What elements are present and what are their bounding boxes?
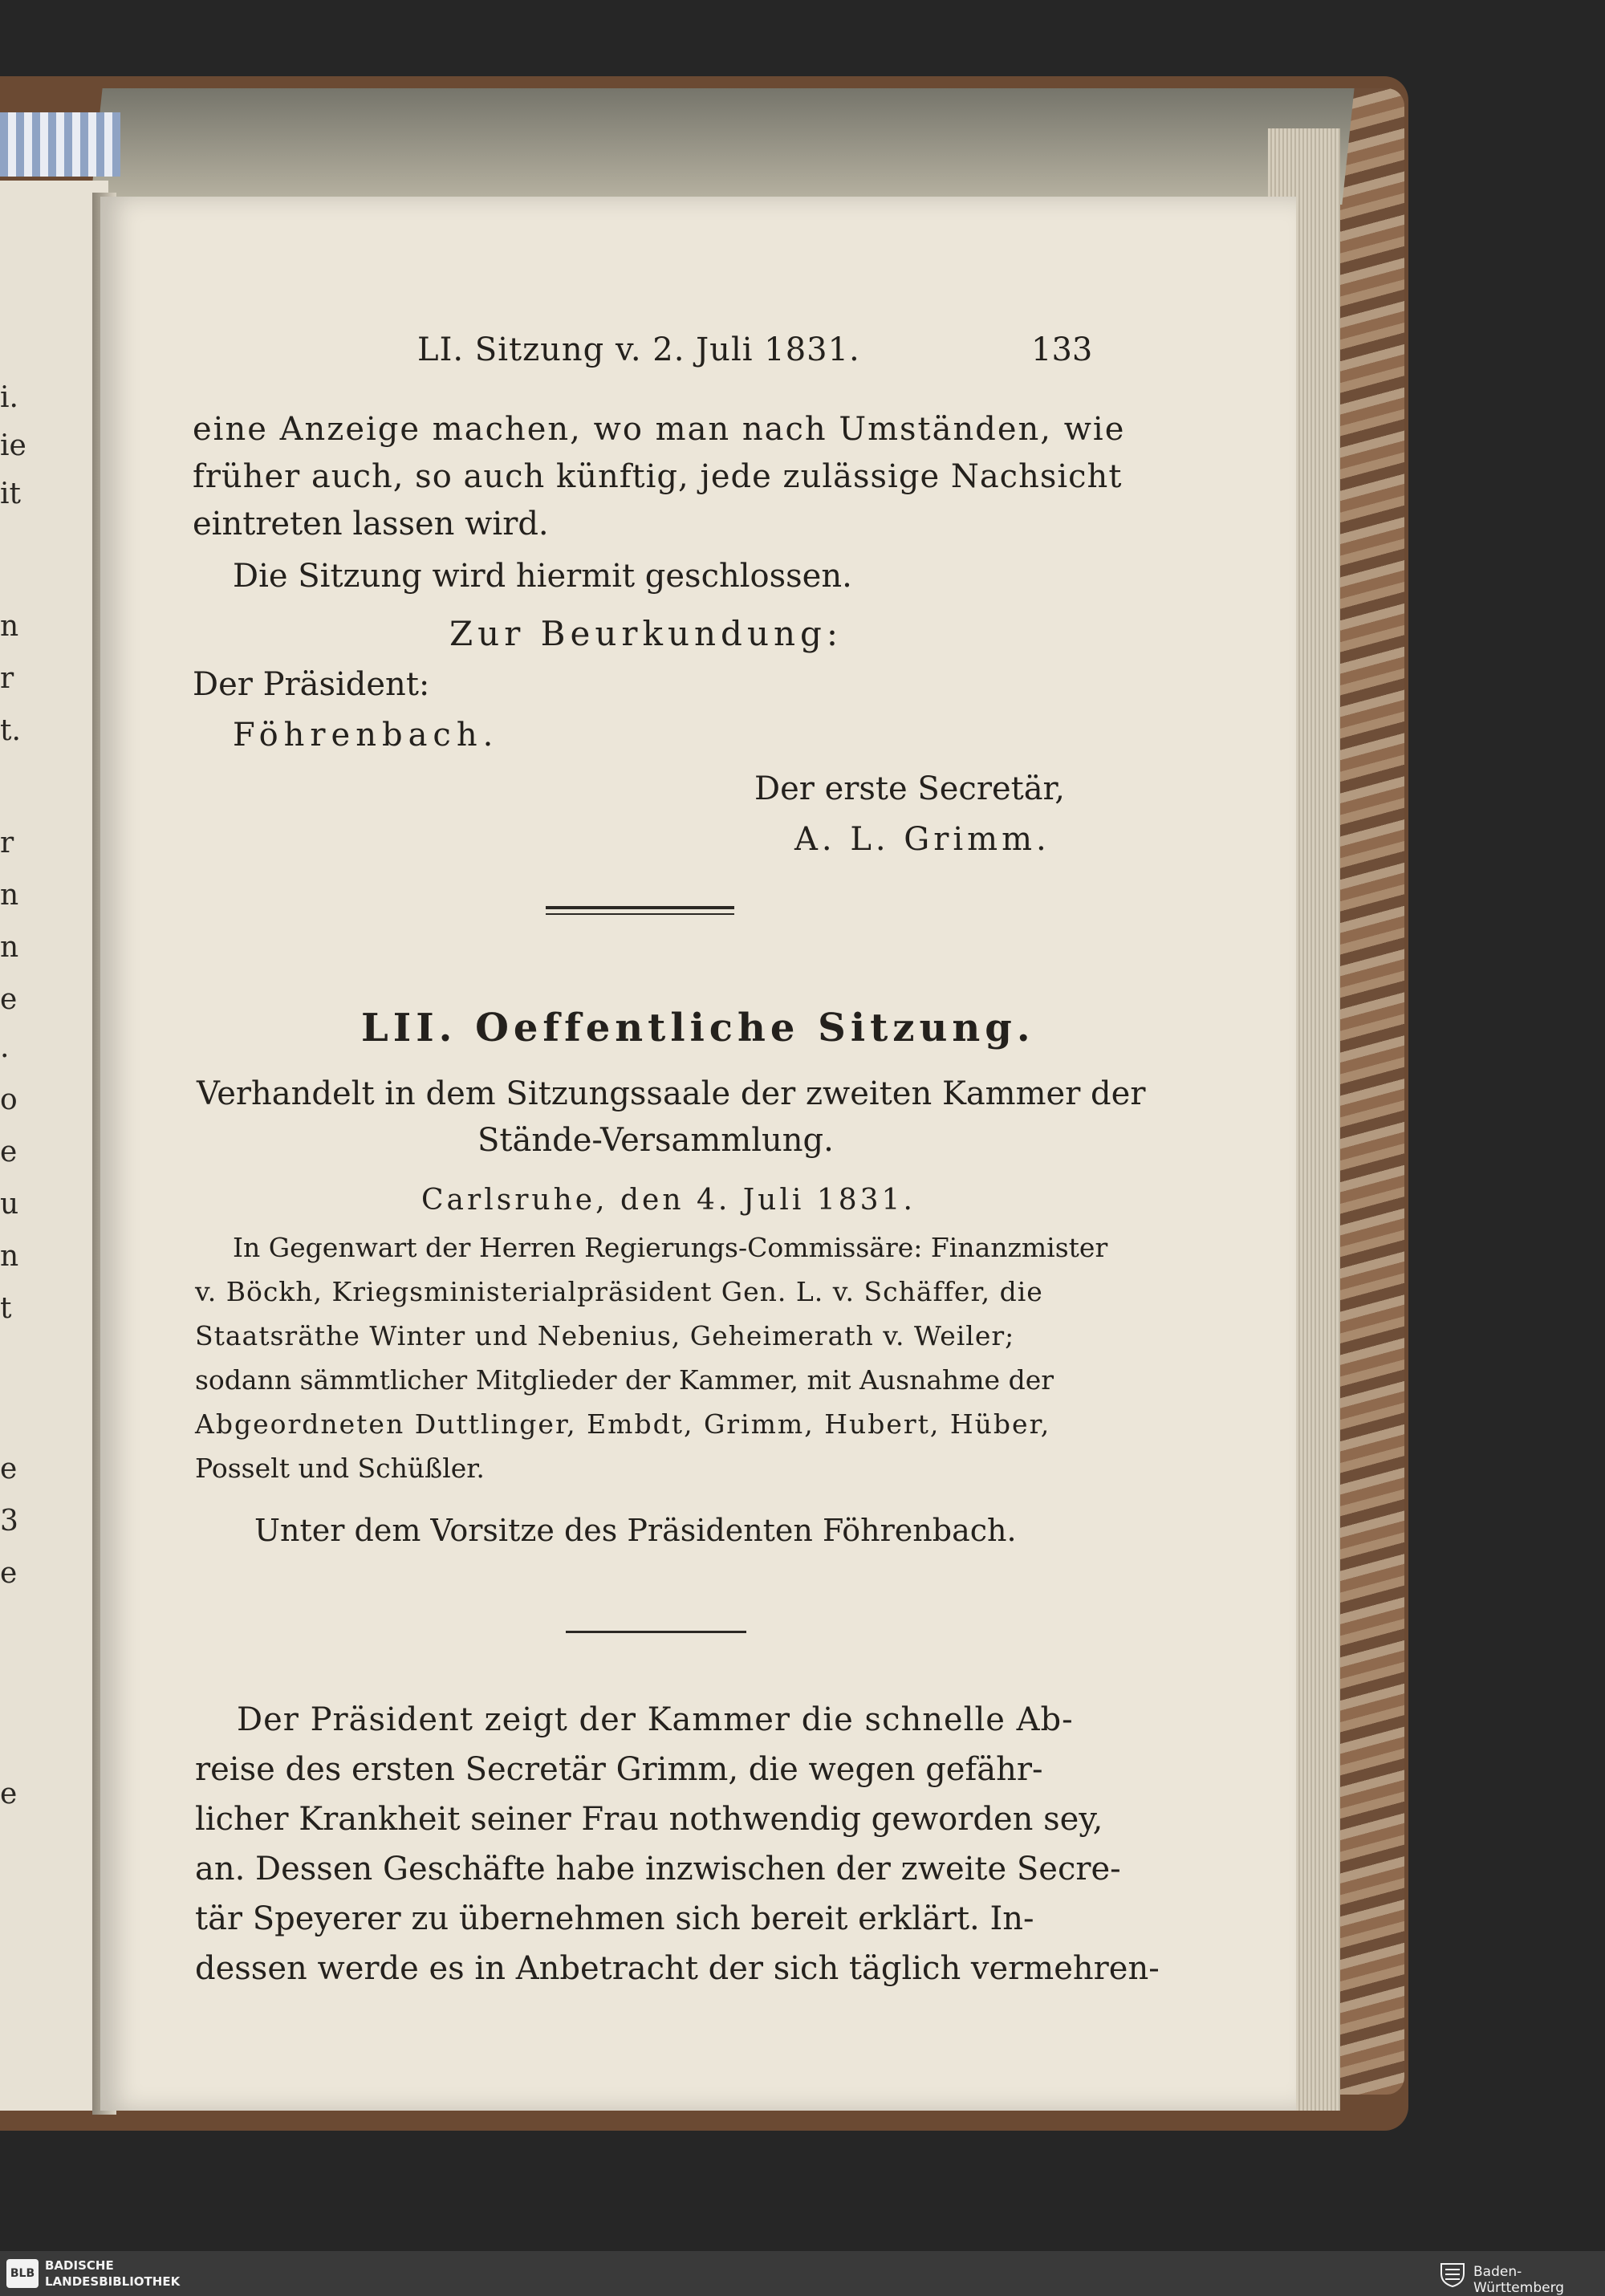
viewer-footer: [0, 2251, 1605, 2296]
left-fragment: r: [0, 662, 14, 695]
attendance-line: Staatsräthe Winter und Nebenius, Geheimerath v. Weiler;: [195, 1320, 1015, 1351]
left-fragment: .: [0, 1031, 10, 1064]
blb-logo[interactable]: BLB: [6, 2259, 39, 2288]
left-fragment: t.: [0, 714, 21, 747]
subheading-line: Verhandelt in dem Sitzungssaale der zweiten Kammer der: [197, 1075, 1146, 1112]
text-line: Die Sitzung wird hiermit geschlossen.: [233, 558, 852, 595]
left-fragment: n: [0, 879, 19, 912]
coat-of-arms-icon: [1436, 2259, 1469, 2288]
attendance-line: sodann sämmtlicher Mitglieder der Kammer, mit Ausnahme der: [195, 1364, 1054, 1396]
left-fragment: t: [0, 1292, 12, 1325]
dateline: Carlsruhe, den 4. Juli 1831.: [421, 1184, 916, 1217]
left-fragment: r: [0, 827, 14, 859]
section-divider: [546, 906, 734, 909]
section-divider: [546, 913, 734, 915]
library-name-line: LANDESBIBLIOTHEK: [45, 2274, 181, 2289]
left-fragment: n: [0, 931, 19, 964]
left-fragment: e: [0, 983, 18, 1016]
attendance-line: Posselt und Schüßler.: [195, 1453, 485, 1484]
running-title: LI. Sitzung v. 2. Juli 1831.: [417, 331, 860, 368]
subheading-line: Stände-Versammlung.: [477, 1122, 834, 1159]
left-fragment: n: [0, 610, 19, 643]
left-fragment: ie: [0, 429, 26, 462]
attestation-heading: Zur Beurkundung:: [449, 614, 843, 653]
left-fragment: i.: [0, 381, 18, 414]
body-line: Der Präsident zeigt der Kammer die schnelle Ab-: [237, 1701, 1074, 1738]
body-line: an. Dessen Geschäfte habe inzwischen der zweite Secre-: [195, 1851, 1121, 1888]
left-fragment: e: [0, 1778, 18, 1810]
left-fragment: n: [0, 1240, 19, 1273]
signature-label: Der erste Secretär,: [754, 770, 1065, 807]
attendance-line: Abgeordneten Duttlinger, Embdt, Grimm, Hubert, Hüber,: [195, 1408, 1051, 1440]
attendance-line: In Gegenwart der Herren Regierungs-Commissäre: Finanzmister: [233, 1232, 1108, 1263]
left-fragment: u: [0, 1188, 19, 1221]
section-divider: [566, 1631, 746, 1633]
signature-name: A. L. Grimm.: [794, 821, 1050, 858]
chair-line: Unter dem Vorsitze des Präsidenten Föhrenbach.: [254, 1513, 1017, 1548]
body-line: licher Krankheit seiner Frau nothwendig geworden sey,: [195, 1801, 1103, 1838]
left-fragment: o: [0, 1083, 18, 1116]
body-line: reise des ersten Secretär Grimm, die wegen gefähr-: [195, 1751, 1043, 1788]
left-fragment: e: [0, 1557, 18, 1590]
left-fragment: it: [0, 477, 21, 510]
signature-name: Föhrenbach.: [233, 717, 499, 754]
section-heading: LII. Oeffentliche Sitzung.: [361, 1006, 1035, 1050]
text-line: eine Anzeige machen, wo man nach Umständen, wie: [193, 411, 1126, 448]
text-line: eintreten lassen wird.: [193, 506, 549, 543]
library-name[interactable]: [45, 2257, 180, 2290]
left-fragment: e: [0, 1136, 18, 1168]
page-number: 133: [1031, 331, 1093, 368]
body-line: tär Speyerer zu übernehmen sich bereit erklärt. In-: [195, 1900, 1034, 1937]
page-block-top: [90, 88, 1354, 205]
headband: [0, 112, 120, 177]
library-name-line: BADISCHE: [45, 2258, 114, 2273]
attendance-line: v. Böckh, Kriegsministerialpräsident Gen. L. v. Schäffer, die: [195, 1276, 1043, 1307]
signature-label: Der Präsident:: [193, 666, 430, 703]
left-fragment: e: [0, 1453, 18, 1485]
right-page: [100, 197, 1296, 2111]
region-label[interactable]: Baden-Württemberg: [1473, 2264, 1565, 2296]
body-line: dessen werde es in Anbetracht der sich täglich vermehren-: [195, 1950, 1160, 1987]
text-line: früher auch, so auch künftig, jede zulässige Nachsicht: [193, 458, 1123, 495]
left-fragment: 3: [0, 1505, 18, 1538]
